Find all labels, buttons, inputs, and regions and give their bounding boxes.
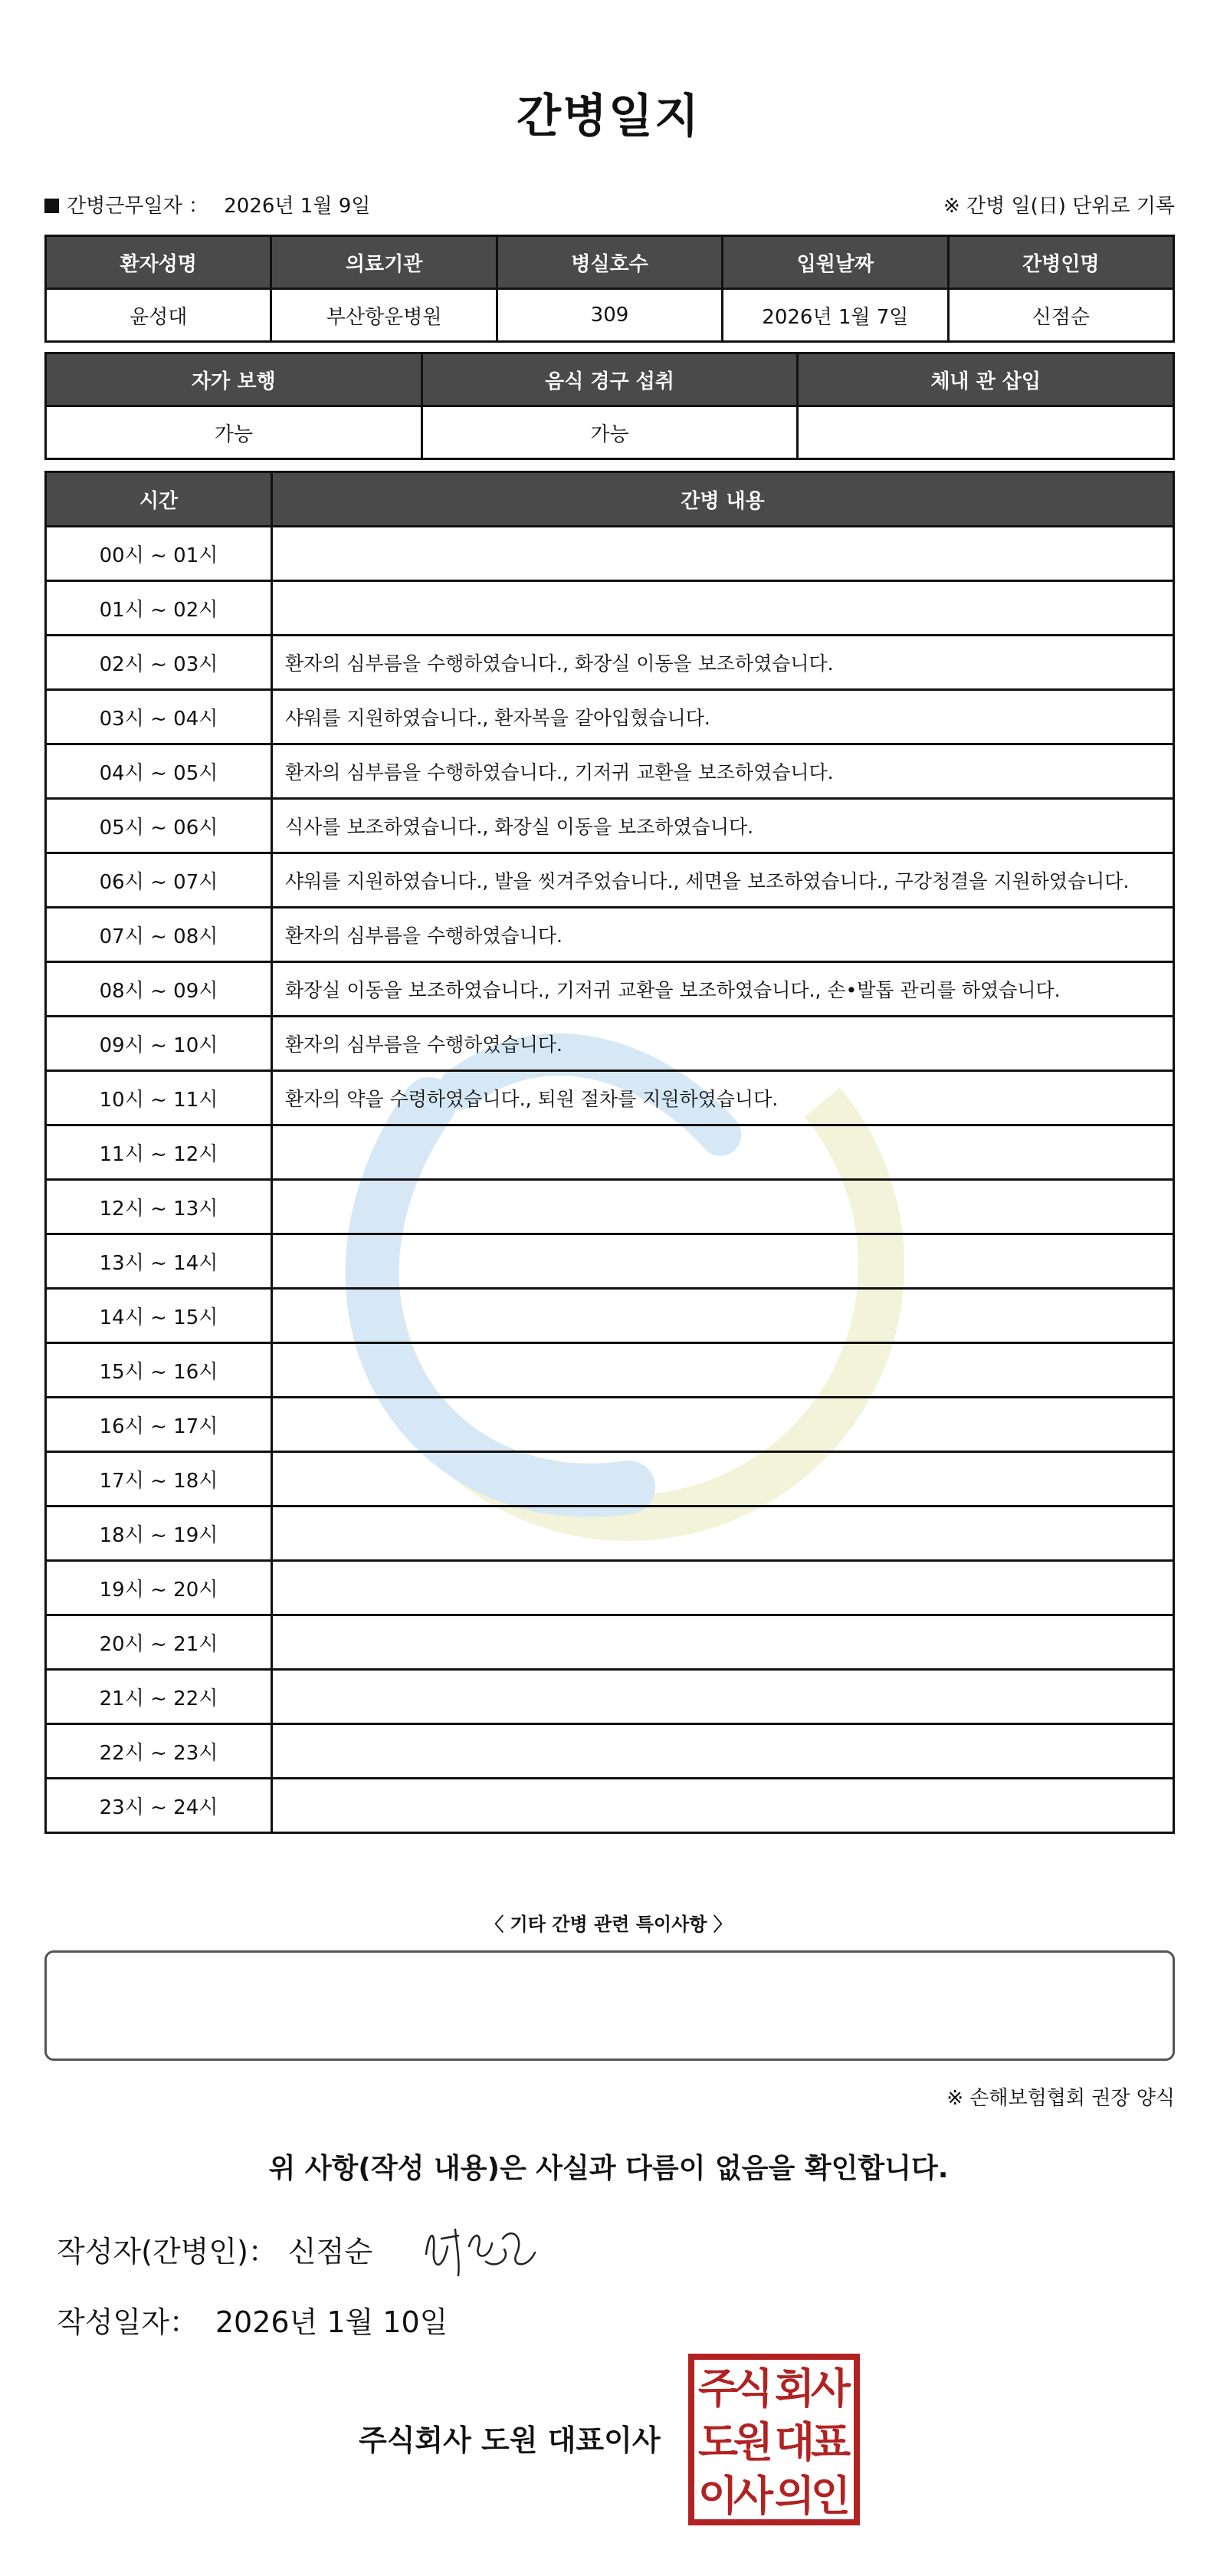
time-slot: 21시 ~ 22시 [46, 1670, 272, 1724]
header-hospital: 의료기관 [271, 236, 497, 289]
header-room-number: 병실호수 [497, 236, 722, 289]
svg-text:표: 표 [810, 2418, 851, 2466]
square-bullet-icon [44, 199, 59, 213]
svg-text:사: 사 [733, 2472, 774, 2520]
time-slot: 23시 ~ 24시 [46, 1779, 272, 1833]
time-slot: 03시 ~ 04시 [46, 690, 272, 744]
signature-image [412, 2216, 543, 2285]
care-content [272, 1234, 1174, 1289]
time-slot: 15시 ~ 16시 [46, 1343, 272, 1398]
time-slot: 02시 ~ 03시 [46, 636, 272, 690]
care-log-table [44, 471, 1175, 1834]
care-content: 환자의 심부름을 수행하였습니다., 기저귀 교환을 보조하였습니다. [272, 744, 1174, 799]
header-care-content: 간병 내용 [272, 472, 1174, 527]
time-slot: 08시 ~ 09시 [46, 962, 272, 1017]
table-row [46, 1180, 1174, 1234]
svg-text:도: 도 [697, 2418, 739, 2466]
special-notes-box [44, 1950, 1175, 2061]
time-slot: 01시 ~ 02시 [46, 581, 272, 636]
table-row [46, 1561, 1174, 1615]
care-content [272, 1289, 1174, 1343]
care-content [272, 1670, 1174, 1724]
header-tube-insertion: 체내 관 삽입 [798, 353, 1174, 406]
table-row [46, 1071, 1174, 1125]
table-row [46, 527, 1174, 581]
header-oral-intake: 음식 경구 섭취 [422, 353, 798, 406]
hospital-name: 부산항운병원 [271, 289, 497, 342]
patient-info-table [44, 235, 1175, 343]
time-slot: 05시 ~ 06시 [46, 799, 272, 853]
table-row [46, 908, 1174, 962]
table-row [46, 1125, 1174, 1180]
room-number: 309 [497, 289, 722, 342]
care-content [272, 1506, 1174, 1561]
time-slot: 00시 ~ 01시 [46, 527, 272, 581]
table-row [46, 1452, 1174, 1506]
record-note: ※ 간병 일(日) 단위로 기록 [943, 195, 1175, 218]
care-content: 화장실 이동을 보조하였습니다., 기저귀 교환을 보조하였습니다., 손•발톱 관리를 하였습니다. [272, 962, 1174, 1017]
time-slot: 07시 ~ 08시 [46, 908, 272, 962]
table-row [46, 1779, 1174, 1833]
table-row [46, 1234, 1174, 1289]
care-content [272, 1779, 1174, 1833]
header-self-walking: 자가 보행 [46, 353, 422, 406]
time-slot: 17시 ~ 18시 [46, 1452, 272, 1506]
work-date-value: 2026년 1월 9일 [224, 195, 371, 218]
svg-text:원: 원 [733, 2418, 774, 2466]
care-content [272, 1724, 1174, 1779]
time-slot: 22시 ~ 23시 [46, 1724, 272, 1779]
admission-date: 2026년 1월 7일 [723, 289, 948, 342]
care-content: 식사를 보조하였습니다., 화장실 이동을 보조하였습니다. [272, 799, 1174, 853]
table-row [46, 1670, 1174, 1724]
table-row [46, 1398, 1174, 1452]
time-slot: 11시 ~ 12시 [46, 1125, 272, 1180]
header-caregiver-name: 간병인명 [948, 236, 1173, 289]
writer-line [57, 2228, 372, 2270]
care-content: 환자의 심부름을 수행하였습니다. [272, 1017, 1174, 1071]
meta-row [44, 190, 1175, 221]
writer-name: 신점순 [287, 2235, 373, 2269]
header-patient-name: 환자성명 [46, 236, 271, 289]
svg-text:주: 주 [697, 2364, 739, 2413]
recommend-note: ※ 손해보험협회 권장 양식 [946, 2087, 1175, 2110]
time-slot: 06시 ~ 07시 [46, 853, 272, 908]
care-content [272, 1452, 1174, 1506]
write-date-value: 2026년 1월 10일 [215, 2305, 448, 2339]
write-date-label: 작성일자： [57, 2305, 198, 2339]
care-content [272, 1343, 1174, 1398]
care-content [272, 581, 1174, 636]
time-slot: 20시 ~ 21시 [46, 1615, 272, 1670]
time-slot: 14시 ~ 15시 [46, 1289, 272, 1343]
care-content [272, 1561, 1174, 1615]
care-content [272, 1615, 1174, 1670]
time-slot: 18시 ~ 19시 [46, 1506, 272, 1561]
special-notes-title: 〈 기타 간병 관련 특이사항 〉 [485, 1914, 732, 1935]
time-slot: 04시 ~ 05시 [46, 744, 272, 799]
tube-insertion-value [798, 406, 1174, 459]
care-content: 환자의 심부름을 수행하였습니다., 화장실 이동을 보조하였습니다. [272, 636, 1174, 690]
writer-label: 작성자(간병인)： [57, 2235, 277, 2269]
table-row [46, 636, 1174, 690]
time-slot: 12시 ~ 13시 [46, 1180, 272, 1234]
care-content [272, 1398, 1174, 1452]
table-row [46, 1017, 1174, 1071]
table-row [46, 1289, 1174, 1343]
svg-text:대: 대 [774, 2418, 815, 2466]
time-slot: 16시 ~ 17시 [46, 1398, 272, 1452]
ability-table [44, 352, 1175, 460]
svg-text:식: 식 [733, 2364, 774, 2413]
table-row [46, 799, 1174, 853]
care-content [272, 527, 1174, 581]
time-slot: 09시 ~ 10시 [46, 1017, 272, 1071]
table-row [46, 1343, 1174, 1398]
caregiver-name: 신점순 [948, 289, 1173, 342]
write-date-line [57, 2298, 448, 2341]
svg-text:사: 사 [810, 2364, 851, 2413]
svg-text:이: 이 [697, 2472, 739, 2520]
table-row [46, 853, 1174, 908]
care-content [272, 1125, 1174, 1180]
care-content: 환자의 약을 수령하였습니다., 퇴원 절차를 지원하였습니다. [272, 1071, 1174, 1125]
care-content: 샤워를 지원하였습니다., 발을 씻겨주었습니다., 세면을 보조하였습니다., 구강청결을 지원하였습니다. [272, 853, 1174, 908]
header-admission-date: 입원날짜 [723, 236, 948, 289]
company-signature-line: 주식회사 도원 대표이사 [359, 2423, 661, 2457]
care-content [272, 1180, 1174, 1234]
time-slot: 10시 ~ 11시 [46, 1071, 272, 1125]
svg-text:회: 회 [774, 2364, 815, 2413]
company-seal-stamp [687, 2352, 861, 2527]
svg-text:의: 의 [774, 2472, 815, 2520]
table-row [46, 690, 1174, 744]
table-row [46, 962, 1174, 1017]
time-slot: 13시 ~ 14시 [46, 1234, 272, 1289]
oral-intake-value: 가능 [422, 406, 798, 459]
page-title: 간병일지 [517, 90, 700, 143]
patient-name: 윤성대 [46, 289, 271, 342]
table-row [46, 1506, 1174, 1561]
care-content: 샤워를 지원하였습니다., 환자복을 갈아입혔습니다. [272, 690, 1174, 744]
svg-text:인: 인 [810, 2472, 851, 2520]
table-row [46, 1615, 1174, 1670]
confirmation-statement: 위 사항(작성 내용)은 사실과 다름이 없음을 확인합니다. [268, 2153, 949, 2184]
header-time: 시간 [46, 472, 272, 527]
time-slot: 19시 ~ 20시 [46, 1561, 272, 1615]
table-row [46, 1724, 1174, 1779]
work-date-label: 간병근무일자 ： [67, 195, 208, 218]
table-row [46, 744, 1174, 799]
self-walking-value: 가능 [46, 406, 422, 459]
care-content: 환자의 심부름을 수행하였습니다. [272, 908, 1174, 962]
table-row [46, 581, 1174, 636]
work-date [44, 190, 370, 219]
